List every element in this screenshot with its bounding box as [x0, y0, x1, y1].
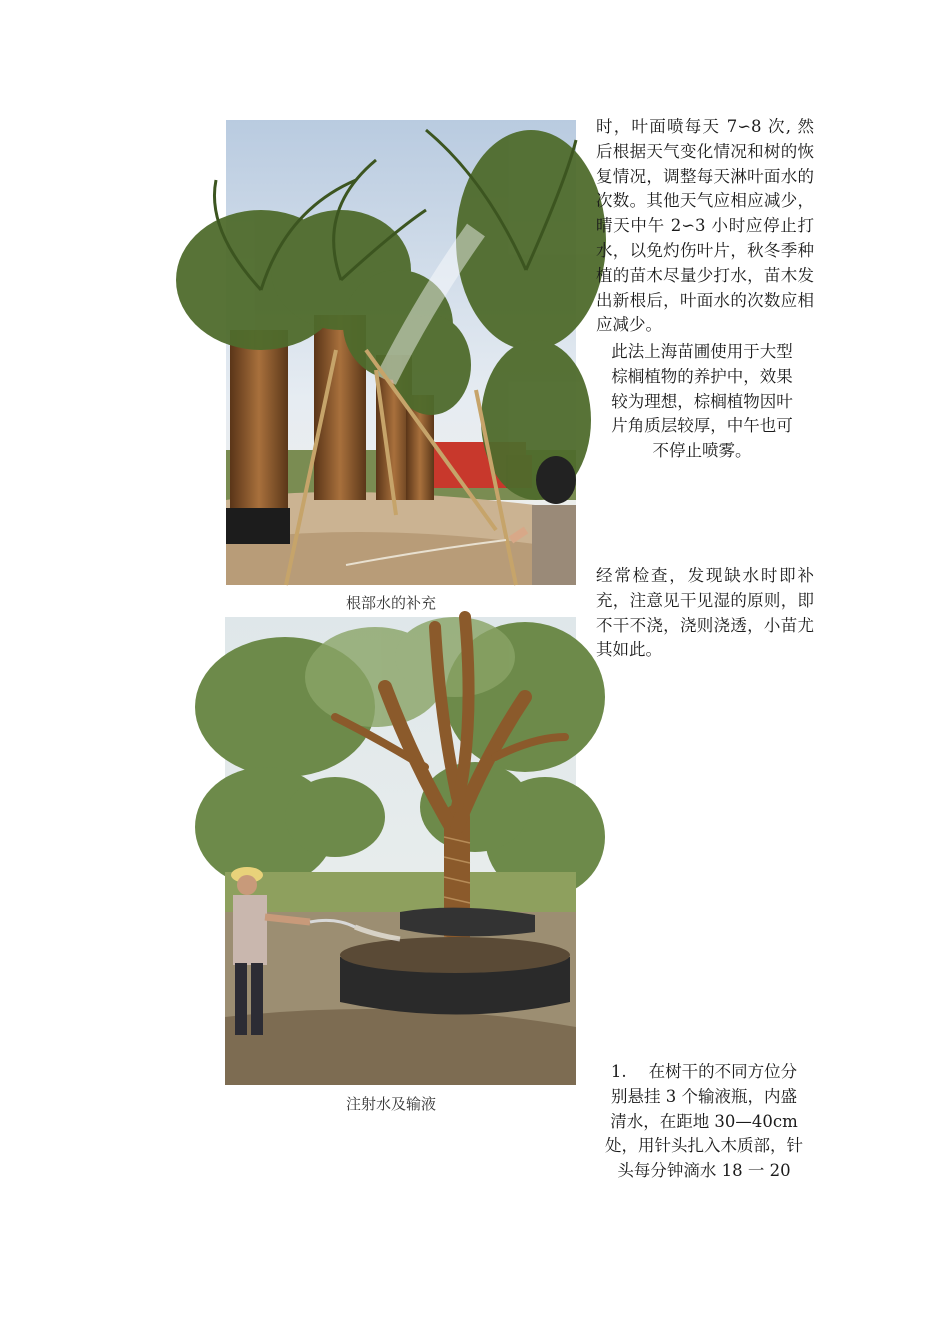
step-text: 在树干的不同方位分别悬挂 3 个输液瓶，内盛清水，在距地 30—40cm 处，用针头扎入木质部，针头每分钟滴水 18 一 20 [605, 1062, 803, 1181]
paragraph-text: 时，叶面喷每天 7∽8 次, 然后根据天气变化情况和树的恢复情况，调整每天淋叶面水的次数。其他天气应相应减少，晴天中午 2∽3 小时应停止打水，以免灼伤叶片，秋冬季种植的苗木尽量少打水，苗木发出新根后，叶面水的次数应相应减少。 [596, 117, 814, 335]
numbered-step [604, 1060, 804, 1184]
figure-caption: 根部水的补充 [346, 594, 437, 612]
paragraph-text: 此法上海苗圃使用于大型棕榈植物的养护中，效果较为理想，棕榈植物因叶片角质层较厚，中午也可不停止喷雾。 [611, 342, 793, 461]
body-paragraph [596, 115, 814, 338]
paragraph-text: 经常检查，发现缺水时即补充，注意见干见湿的原则，即不干不浇，浇则浇透，小苗尤其如此。 [596, 566, 814, 660]
palm-spraying-photo [226, 120, 576, 585]
body-paragraph [596, 564, 814, 663]
step-number: 1. [610, 1062, 627, 1081]
figure-caption: 注射水及输液 [346, 1095, 437, 1113]
tree-watering-photo [225, 617, 576, 1085]
body-paragraph [604, 340, 800, 464]
